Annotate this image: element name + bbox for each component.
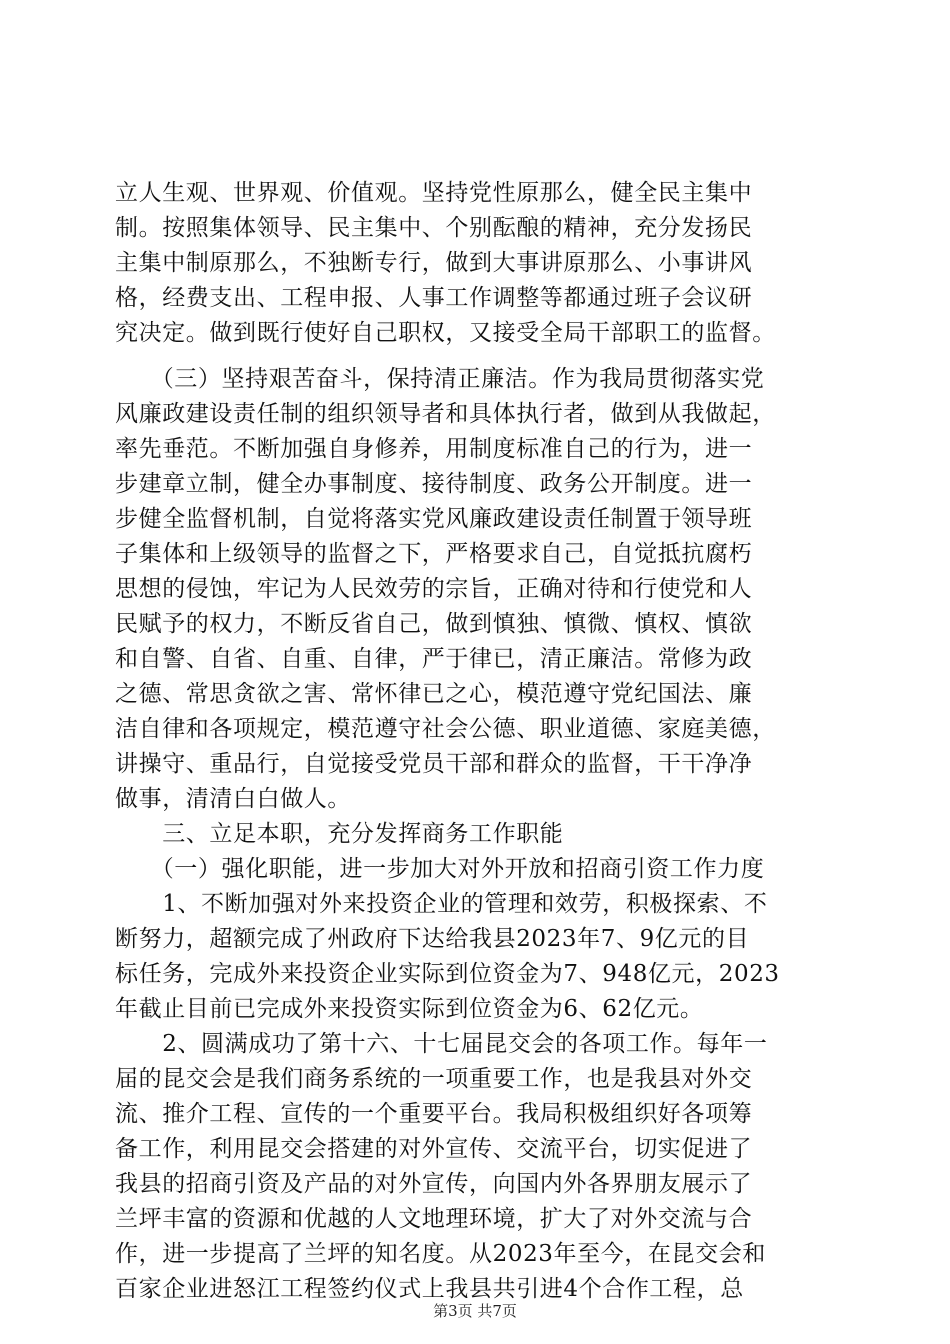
text-line: 1、不断加强对外来投资企业的管理和效劳，积极探索、不 xyxy=(115,891,768,917)
body-text xyxy=(115,362,840,1307)
text-line: 立人生观、世界观、价值观。坚持党性原那么，健全民主集中 xyxy=(115,180,753,206)
text-line: 我县的招商引资及产品的对外宣传，向国内外各界朋友展示了 xyxy=(115,1171,753,1197)
text-line: 主集中制原那么，不独断专行，做到大事讲原那么、小事讲风 xyxy=(115,250,753,276)
text-line: 兰坪丰富的资源和优越的人文地理环境，扩大了对外交流与合 xyxy=(115,1206,753,1232)
text-line: 步健全监督机制，自觉将落实党风廉政建设责任制置于领导班 xyxy=(115,506,753,532)
text-line: 届的昆交会是我们商务系统的一项重要工作，也是我县对外交 xyxy=(115,1066,753,1092)
page-number-footer: 第3页 共7页 xyxy=(433,1302,517,1320)
text-line: 2、圆满成功了第十六、十七届昆交会的各项工作。每年一 xyxy=(115,1031,768,1057)
text-line: 制。按照集体领导、民主集中、个别酝酿的精神，充分发扬民 xyxy=(115,215,753,241)
text-line: 风廉政建设责任制的组织领导者和具体执行者，做到从我做起， xyxy=(115,401,776,427)
text-line: 讲操守、重品行，自觉接受党员干部和群众的监督，干干净净 xyxy=(115,751,753,777)
text-line: 做事，清清白白做人。 xyxy=(115,786,351,812)
section-heading: 三、立足本职，充分发挥商务工作职能 xyxy=(115,821,564,847)
text-line: 步建章立制，健全办事制度、接待制度、政务公开制度。进一 xyxy=(115,471,753,497)
text-line: 格，经费支出、工程申报、人事工作调整等都通过班子会议研 xyxy=(115,285,753,311)
paragraph-top xyxy=(115,176,840,351)
text-line: 断努力，超额完成了州政府下达给我县2023年7、9亿元的目 xyxy=(115,926,750,952)
text-line: 洁自律和各项规定，模范遵守社会公德、职业道德、家庭美德， xyxy=(115,716,776,742)
text-line: 究决定。做到既行使好自己职权，又接受全局干部职工的监督。 xyxy=(115,320,776,346)
subsection-heading: （一）强化职能，进一步加大对外开放和招商引资工作力度 xyxy=(115,856,765,882)
text-line: 之德、常思贪欲之害、常怀律已之心，模范遵守党纪国法、廉 xyxy=(115,681,753,707)
text-line: 年截止目前已完成外来投资实际到位资金为6、62亿元。 xyxy=(115,996,704,1022)
text-line: 标任务，完成外来投资企业实际到位资金为7、948亿元，2023 xyxy=(115,961,780,987)
text-line: 民赋予的权力，不断反省自己，做到慎独、慎微、慎权、慎欲 xyxy=(115,611,753,637)
text-line: 备工作，利用昆交会搭建的对外宣传、交流平台，切实促进了 xyxy=(115,1136,753,1162)
text-line: （三）坚持艰苦奋斗，保持清正廉洁。作为我局贯彻落实党 xyxy=(115,366,765,392)
text-line: 思想的侵蚀，牢记为人民效劳的宗旨，正确对待和行使党和人 xyxy=(115,576,753,602)
text-line: 作，进一步提高了兰坪的知名度。从2023年至今，在昆交会和 xyxy=(115,1241,766,1267)
text-line: 子集体和上级领导的监督之下，严格要求自己，自觉抵抗腐朽 xyxy=(115,541,753,567)
text-line: 流、推介工程、宣传的一个重要平台。我局积极组织好各项筹 xyxy=(115,1101,753,1127)
text-line: 和自警、自省、自重、自律，严于律已，清正廉洁。常修为政 xyxy=(115,646,753,672)
text-line: 百家企业进怒江工程签约仪式上我县共引进4个合作工程，总 xyxy=(115,1276,744,1302)
text-line: 率先垂范。不断加强自身修养，用制度标准自己的行为，进一 xyxy=(115,436,753,462)
